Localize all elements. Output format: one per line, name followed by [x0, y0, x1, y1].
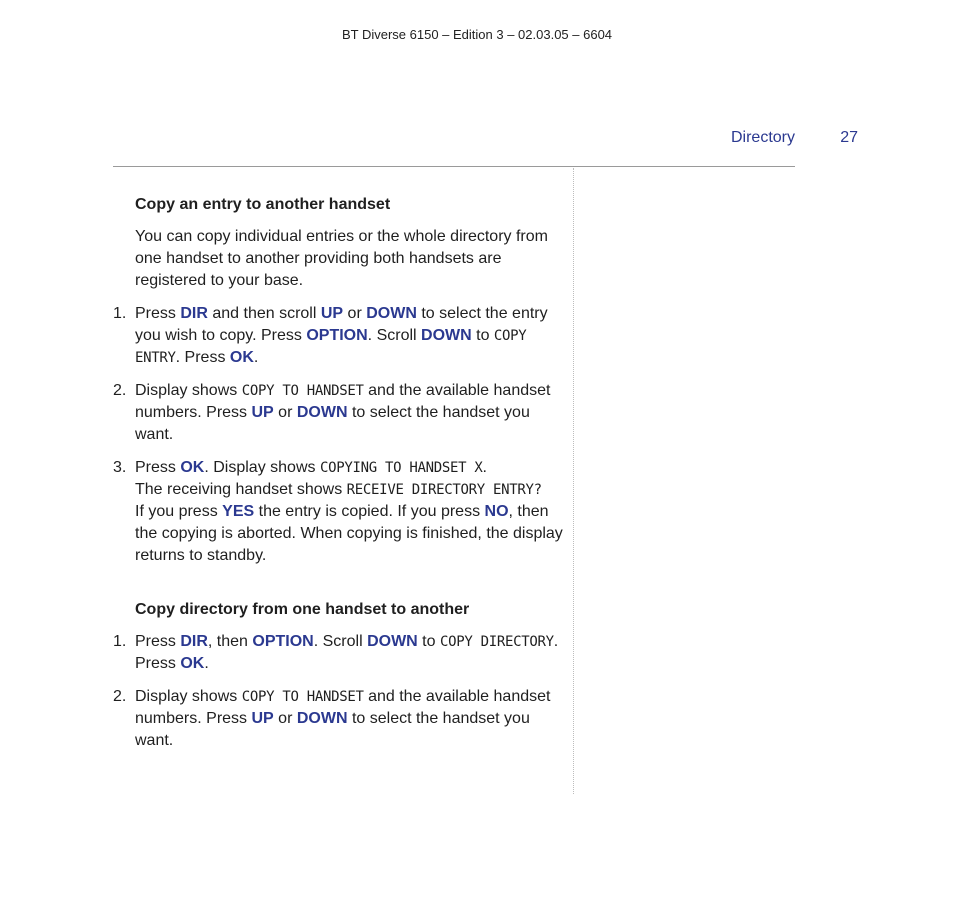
key-label: DIR: [180, 633, 208, 650]
step-text: to select the entry you wish to copy. Press: [135, 305, 548, 344]
key-label: DOWN: [296, 710, 348, 727]
intro-paragraph: You can copy individual entries or the whole directory from one handset to another providing both handsets are registered to your base.: [135, 228, 548, 289]
display-text: COPY TO HANDSET: [241, 689, 364, 705]
step-text: Display shows: [135, 688, 242, 705]
step-text: Display shows: [135, 382, 242, 399]
step-text: .: [253, 349, 259, 366]
display-text: COPYING TO HANDSET X: [319, 460, 483, 476]
step-item: [113, 457, 565, 567]
step-text: . Scroll: [367, 327, 422, 344]
section-title: Directory: [730, 129, 795, 146]
step-text: . Press: [135, 633, 559, 672]
key-label: YES: [222, 503, 255, 520]
key-label: OK: [229, 349, 254, 366]
step-item: [113, 686, 565, 752]
step-text: The receiving handset shows: [135, 481, 347, 498]
step-text: .: [204, 655, 209, 672]
column-divider: [573, 168, 574, 794]
step-item: [113, 380, 565, 446]
step-text: and then scroll: [207, 305, 321, 322]
step-number: 2.: [113, 688, 127, 705]
step-text: . Display shows: [204, 459, 320, 476]
key-label: OPTION: [252, 633, 314, 650]
step-number: 3.: [113, 459, 127, 476]
display-text: COPY DIRECTORY: [439, 634, 554, 650]
display-text: RECEIVE DIRECTORY ENTRY?: [346, 482, 542, 498]
key-label: OPTION: [306, 327, 368, 344]
step-text: or: [273, 404, 297, 421]
step-number: 1.: [113, 305, 127, 322]
step-text: or: [343, 305, 367, 322]
step-item: [113, 631, 565, 675]
step-text: Press: [135, 305, 181, 322]
step-text: .: [482, 459, 487, 476]
header-rule: [113, 166, 795, 167]
display-text: COPY ENTRY: [135, 328, 527, 366]
key-label: UP: [251, 404, 274, 421]
key-label: DIR: [180, 305, 208, 322]
step-item: [113, 303, 565, 369]
step-text: . Press: [175, 349, 230, 366]
step-text: to select the handset you want.: [135, 710, 530, 749]
step-text: to select the handset you want.: [135, 404, 530, 443]
key-label: UP: [251, 710, 274, 727]
step-text: , then the copying is aborted. When copying is finished, the display returns to standby.: [135, 503, 563, 564]
section-heading-copy-directory: Copy directory from one handset to another: [135, 601, 470, 618]
key-label: UP: [320, 305, 344, 322]
steps-copy-entry: [113, 303, 565, 567]
main-column: [113, 194, 565, 763]
key-label: DOWN: [366, 305, 417, 322]
key-label: DOWN: [296, 404, 348, 421]
step-text: or: [273, 710, 297, 727]
display-text: COPY TO HANDSET: [241, 383, 364, 399]
step-text: Press: [135, 459, 181, 476]
step-text: the entry is copied. If you press: [254, 503, 485, 520]
key-label: NO: [484, 503, 509, 520]
step-text: . Scroll: [313, 633, 368, 650]
job-header: BT Diverse 6150 – Edition 3 – 02.03.05 – 6604: [341, 27, 613, 42]
step-text: and the available handset numbers. Press: [135, 382, 551, 421]
steps-copy-directory: [113, 631, 565, 752]
step-number: 1.: [113, 633, 127, 650]
step-text: to: [471, 327, 494, 344]
step-text: , then: [207, 633, 253, 650]
step-text: If you press: [135, 503, 223, 520]
key-label: OK: [180, 655, 205, 672]
key-label: OK: [180, 459, 205, 476]
key-label: DOWN: [367, 633, 418, 650]
step-text: and the available handset numbers. Press: [135, 688, 551, 727]
step-number: 2.: [113, 382, 127, 399]
section-heading-copy-entry: Copy an entry to another handset: [135, 196, 391, 213]
key-label: DOWN: [421, 327, 472, 344]
step-text: to: [417, 633, 440, 650]
section-spacer: [113, 578, 565, 599]
page-number: 27: [840, 129, 858, 146]
step-text: Press: [135, 633, 181, 650]
